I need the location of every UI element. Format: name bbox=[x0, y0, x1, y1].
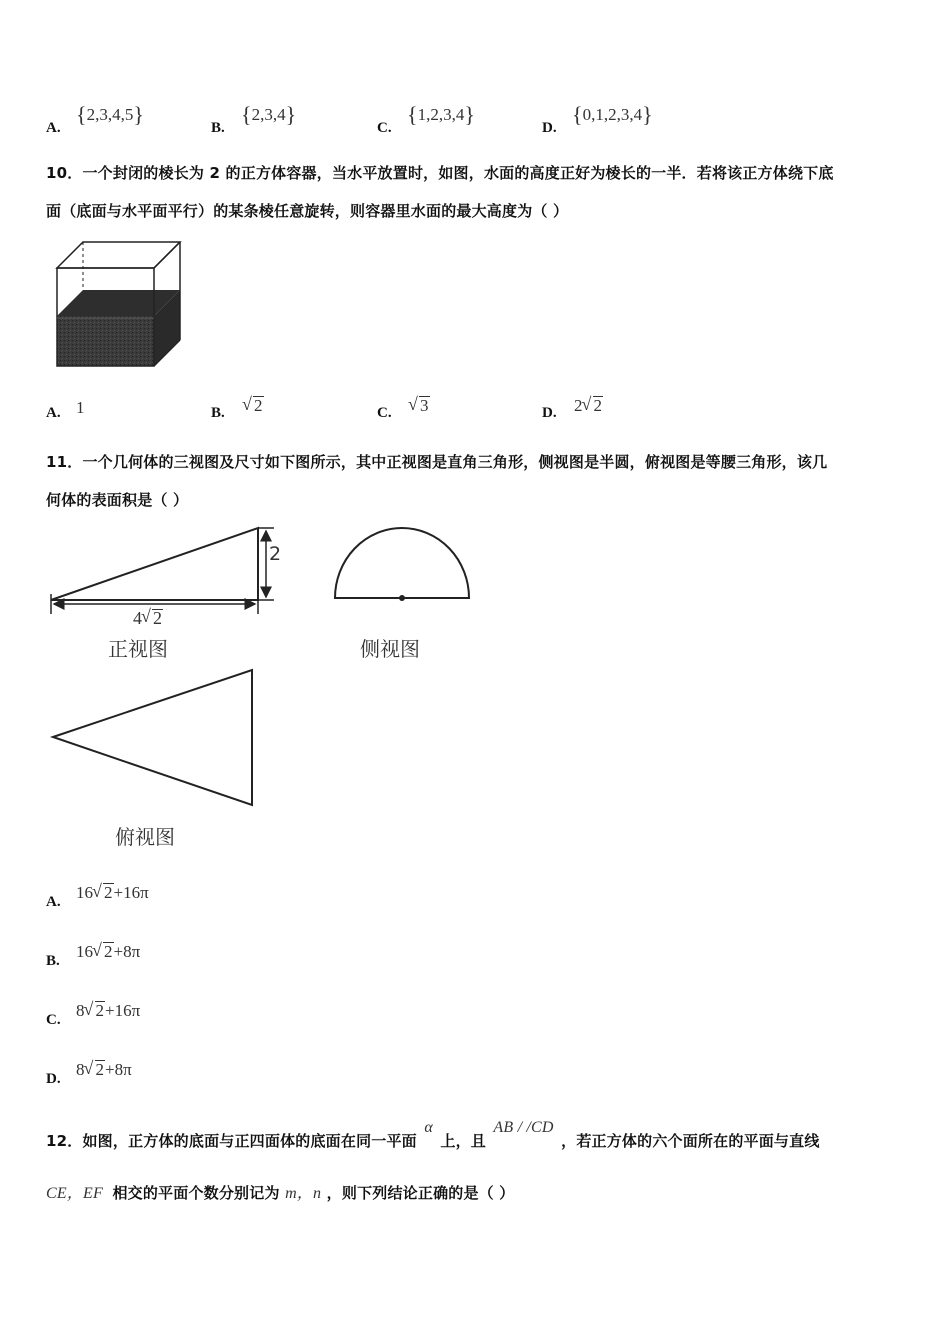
front-view-caption: 正视图 bbox=[108, 637, 168, 661]
q10-option-a-value: 1 bbox=[76, 398, 85, 417]
q11-option-d-value: 8√ 2+8π bbox=[76, 1060, 132, 1080]
front-base-label: 4√ 2 bbox=[133, 608, 163, 629]
option-label: B. bbox=[211, 405, 225, 421]
option-label: D. bbox=[46, 1071, 61, 1087]
q9-option-a-value: {2,3,4,5} bbox=[76, 102, 144, 127]
q10-stem-line1: 10．一个封闭的棱长为 2 的正方体容器，当水平放置时，如图，水面的高度正好为棱长的一半．若将该正方体绕下底 bbox=[46, 164, 834, 182]
cube-water-figure bbox=[50, 238, 186, 370]
top-view-figure bbox=[46, 665, 261, 813]
option-label: A. bbox=[46, 894, 61, 910]
option-label: B. bbox=[46, 953, 60, 969]
q9-option-c-value: {1,2,3,4} bbox=[407, 102, 475, 127]
q9-option-d-value: {0,1,2,3,4} bbox=[572, 102, 653, 127]
right-triangle bbox=[51, 528, 258, 600]
option-label: A. bbox=[46, 405, 61, 421]
q9-option-b-value: {2,3,4} bbox=[241, 102, 297, 127]
water-front bbox=[57, 316, 154, 366]
q10-option-d-value: 2√ 2 bbox=[574, 396, 603, 416]
q11-option-c-value: 8√ 2+16π bbox=[76, 1001, 140, 1021]
option-label: C. bbox=[377, 405, 392, 421]
q9-option-a bbox=[46, 117, 61, 137]
q9-option-c: C. bbox=[377, 120, 392, 136]
isosceles-triangle bbox=[53, 670, 252, 805]
q10-option-c-value: √ 3 bbox=[409, 396, 430, 416]
q10-option-b-value: √ 2 bbox=[243, 396, 264, 416]
side-view-caption: 侧视图 bbox=[360, 637, 420, 661]
option-label: D. bbox=[542, 405, 557, 421]
q12-stem-line2: CE，EF 相交的平面个数分别记为 m，n ，则下列结论正确的是（ ） bbox=[46, 1184, 515, 1202]
side-view-figure bbox=[330, 522, 475, 604]
q11-stem-line1: 11．一个几何体的三视图及尺寸如下图所示，其中正视图是直角三角形，侧视图是半圆，俯视图是等腰三角形，该几 bbox=[46, 453, 828, 471]
q11-option-b-value: 16√ 2+8π bbox=[76, 942, 140, 962]
q12-stem-line1: 12．如图，正方体的底面与正四面体的底面在同一平面 α 上，且 AB / /CD ，若正方体的六个面所在的平面与直线 bbox=[46, 1119, 820, 1150]
option-label: A. bbox=[46, 120, 61, 136]
q9-option-b: B. bbox=[211, 120, 225, 136]
center-dot bbox=[399, 595, 405, 601]
semicircle bbox=[335, 528, 469, 598]
front-view-figure bbox=[46, 522, 296, 622]
q11-option-a-value: 16√ 2+16π bbox=[76, 883, 149, 903]
top-view-caption: 俯视图 bbox=[115, 825, 175, 849]
q9-option-d: D. bbox=[542, 120, 557, 136]
q11-stem-line2: 何体的表面积是（ ） bbox=[46, 491, 189, 509]
front-height-label: 2 bbox=[269, 543, 282, 565]
option-label: C. bbox=[46, 1012, 61, 1028]
q10-stem-line2: 面（底面与水平面平行）的某条棱任意旋转，则容器里水面的最大高度为（ ） bbox=[46, 202, 569, 220]
